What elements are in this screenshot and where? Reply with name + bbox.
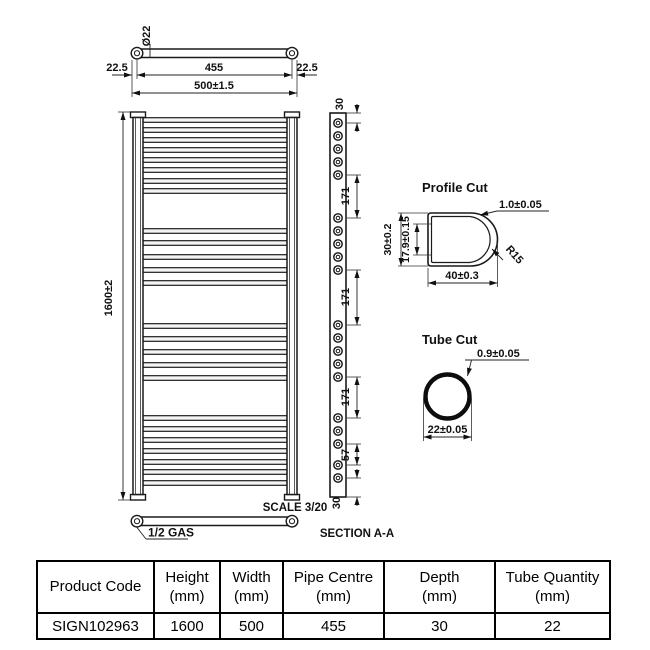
section-gap2-value: 171 — [340, 287, 352, 307]
towel-bar — [143, 128, 287, 133]
tube-quantity-cell: 22 — [495, 613, 610, 639]
tube-diameter-label: Ø22 — [141, 25, 153, 47]
gas-leader — [137, 528, 146, 540]
section-tube-circle — [334, 427, 342, 435]
col-header-product-code — [37, 561, 154, 613]
col-header-tube-quantity — [495, 561, 610, 613]
overall-width-value: 500±1.5 — [194, 80, 234, 92]
rail-cap — [131, 495, 146, 501]
profile-wall-value: 1.0±0.05 — [499, 199, 542, 211]
header-line: Pipe Centre — [293, 568, 374, 586]
towel-bar — [143, 138, 287, 143]
section-tube-circle — [334, 240, 342, 248]
rail-cap — [285, 112, 300, 118]
towel-bars — [143, 118, 287, 486]
plan-tube — [132, 49, 297, 58]
section-tube-circle — [334, 373, 342, 381]
height-value: 1600±2 — [103, 279, 115, 317]
tube-cut — [422, 332, 529, 441]
section-tube-circle — [334, 253, 342, 261]
section-tube-circle — [334, 414, 342, 422]
gas-connection-label: 1/2 GAS — [148, 525, 195, 540]
header-unit: (mm) — [535, 588, 570, 605]
section-gap4-value: 57 — [340, 448, 352, 462]
section-tube-circle — [334, 214, 342, 222]
section-label: SECTION A-A — [319, 528, 395, 540]
section-tube-circle — [334, 334, 342, 342]
height-cell: 1600 — [154, 613, 220, 639]
rail-cap — [285, 495, 300, 501]
header-line: Product Code — [49, 578, 142, 596]
bottom-view — [131, 515, 298, 539]
towel-bar — [143, 470, 287, 475]
towel-bar — [143, 268, 287, 273]
tube-wall-value: 0.9±0.05 — [477, 348, 520, 360]
section-tube-circle — [334, 145, 342, 153]
right-offset-value: 22.5 — [296, 62, 318, 74]
towel-bar — [143, 416, 287, 421]
header-line: Height — [165, 568, 209, 586]
top-view — [106, 26, 317, 97]
towel-bar — [143, 281, 287, 286]
towel-bar — [143, 158, 287, 163]
spec-table — [36, 560, 611, 640]
col-header-depth — [384, 561, 495, 613]
bottom-tube — [132, 517, 297, 526]
profile-radius-value: R15 — [503, 243, 526, 267]
towel-bar — [143, 449, 287, 454]
section-tube-circle — [334, 321, 342, 329]
towel-bar — [143, 148, 287, 153]
towel-bar — [143, 376, 287, 381]
towel-bar — [143, 460, 287, 465]
profile-cut — [382, 180, 549, 287]
rail-cap — [131, 112, 146, 118]
towel-bar — [143, 168, 287, 173]
towel-bar — [143, 324, 287, 329]
section-tube-circle — [334, 227, 342, 235]
plan-left-fitting-bore — [134, 51, 139, 56]
header-line: Depth — [419, 568, 460, 586]
profile-outer-outline — [428, 213, 498, 266]
bottom-left-fitting-bore — [134, 519, 139, 524]
profile-inner-height-value: 17.9±0.15 — [400, 216, 412, 263]
right-rail — [287, 118, 297, 495]
header-unit: (mm) — [169, 588, 205, 605]
towel-bar — [143, 481, 287, 486]
spec-table-data-row — [37, 613, 610, 639]
towel-bar — [143, 179, 287, 184]
left-rail — [133, 118, 143, 495]
tube-ring — [426, 375, 470, 419]
tube-wall-leader — [468, 360, 472, 376]
plan-right-fitting-bore — [289, 51, 294, 56]
depth-cell: 30 — [384, 613, 495, 639]
profile-cut-title: Profile Cut — [422, 180, 488, 195]
header-unit: (mm) — [316, 588, 351, 605]
pipe-centre-value: 455 — [204, 62, 224, 74]
wall-leader — [480, 211, 497, 215]
section-tube-circle — [334, 360, 342, 368]
front-view — [103, 112, 300, 500]
section-gap3-value: 171 — [340, 387, 352, 407]
width-cell: 500 — [220, 613, 283, 639]
towel-bar — [143, 427, 287, 432]
towel-bar — [143, 229, 287, 234]
col-header-width — [220, 561, 283, 613]
towel-bar — [143, 189, 287, 194]
profile-width-value: 40±0.3 — [445, 270, 479, 282]
header-unit: (mm) — [234, 588, 269, 605]
scale-label: SCALE 3/20 — [262, 502, 328, 514]
towel-bar — [143, 118, 287, 123]
section-tube-circle — [334, 440, 342, 448]
towel-bar — [143, 241, 287, 246]
section-tube-circle — [334, 347, 342, 355]
header-line: Width — [232, 568, 271, 586]
towel-bar — [143, 337, 287, 342]
bottom-right-fitting-bore — [289, 519, 294, 524]
section-tube-circle — [334, 119, 342, 127]
section-gap1-value: 171 — [340, 186, 352, 206]
towel-bar — [143, 350, 287, 355]
header-line: Tube Quantity — [505, 568, 600, 586]
section-tube-circle — [334, 266, 342, 274]
col-header-pipe-centre — [283, 561, 384, 613]
header-unit: (mm) — [422, 588, 457, 605]
spec-table-header-row — [37, 561, 610, 613]
tube-diameter-value: 22±0.05 — [427, 424, 468, 436]
towel-bar — [143, 255, 287, 260]
left-offset-value: 22.5 — [106, 62, 128, 74]
section-tube-circle — [334, 132, 342, 140]
section-tube-circle — [334, 474, 342, 482]
section-top-gap-value: 30 — [334, 97, 346, 111]
towel-bar — [143, 438, 287, 443]
col-header-height — [154, 561, 220, 613]
pipe-centre-cell: 455 — [283, 613, 384, 639]
towel-bar — [143, 363, 287, 368]
product-code-value: SIGN102963 — [37, 613, 154, 639]
section-tube-circle — [334, 171, 342, 179]
section-bottom-gap-value: 30 — [331, 496, 343, 510]
profile-outer-height-value: 30±0.2 — [382, 223, 394, 256]
tube-cut-title: Tube Cut — [422, 332, 478, 347]
section-tube-circle — [334, 158, 342, 166]
